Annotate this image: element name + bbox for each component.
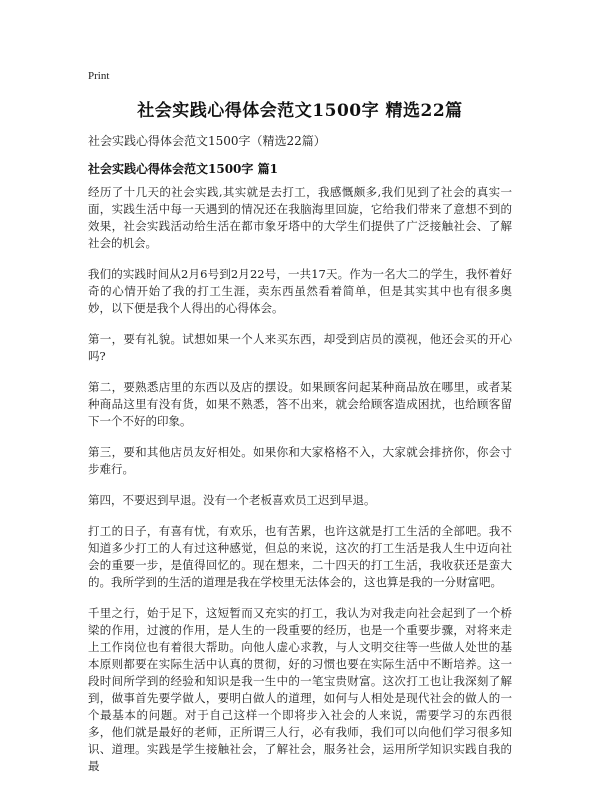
document-title: 社会实践心得体会范文1500字 精选22篇 [137, 101, 463, 121]
paragraph-6: 第四，不要迟到早退。没有一个老板喜欢员工迟到早退。 [88, 493, 376, 507]
document-body [88, 184, 512, 789]
print-link[interactable]: Print [88, 70, 110, 82]
paragraph-2: 我们的实践时间从2月6号到2月22号，一共17天。作为一名大二的学生，我怀着好奇的心情开始了我的打工生涯，卖东西虽然看着简单，但是其实其中也有很多奥妙，以下便是我个人得出的心得体会。 [88, 267, 512, 315]
paragraph-3: 第一，要有礼貌。试想如果一个人来买东西，却受到店员的漠视，他还会买的开心吗? [88, 332, 512, 363]
paragraph-8: 千里之行，始于足下，这短暂而又充实的打工，我认为对我走向社会起到了一个桥梁的作用，过渡的作用，是人生的一段重要的经历，也是一个重要步骤，对将来走上工作岗位也有着很大帮助。向他人虚心求教，与人文明交往等一些做人处世的基本原则都要在实际生活中认真的贯彻，好的习惯也要在实际生活中不断培养。这一段时间所学到的经验和知识是我一生中的一笔宝贵财富。这次打工也让我深刻了解到，做事首先要学做人，要明白做人的道理，如何与人相处是现代社会的做人的一个最基本的问题。对于自己这样一个即将步入社会的人来说，需要学习的东西很多，他们就是最好的老师，正所谓三人行，必有我师，我们可以向他们学习很多知识、道理。实践是学生接触社会，了解社会，服务社会，运用所学知识实践自我的最 [88, 606, 512, 773]
paragraph-1: 经历了十几天的社会实践,其实就是去打工，我感慨颇多,我们见到了社会的真实一面，实践生活中每一天遇到的情况还在我脑海里回旋，它给我们带来了意想不到的效果，社会实践活动给生活在都市象牙塔中的大学生们提供了广泛接触社会、了解社会的机会。 [88, 185, 512, 250]
paragraph-7: 打工的日子，有喜有忧，有欢乐，也有苦累，也许这就是打工生活的全部吧。我不知道多少打工的人有过这种感觉，但总的来说，这次的打工生活是我人生中迈向社会的重要一步，是值得回忆的。现在想来，二十四天的打工生活，我收获还是蛮大的。我所学到的生活的道理是我在学校里无法体会的，这也算是我的一分财富吧。 [88, 524, 512, 589]
section-heading: 社会实践心得体会范文1500字 篇1 [88, 162, 278, 176]
document-subtitle: 社会实践心得体会范文1500字（精选22篇） [88, 134, 326, 148]
paragraph-5: 第三，要和其他店员友好相处。如果你和大家格格不入，大家就会排挤你，你会寸步难行。 [88, 445, 512, 476]
paragraph-4: 第二，要熟悉店里的东西以及店的摆设。如果顾客问起某种商品放在哪里，或者某种商品这里有没有货，如果不熟悉，答不出来，就会给顾客造成困扰，也给顾客留下一个不好的印象。 [88, 380, 512, 428]
